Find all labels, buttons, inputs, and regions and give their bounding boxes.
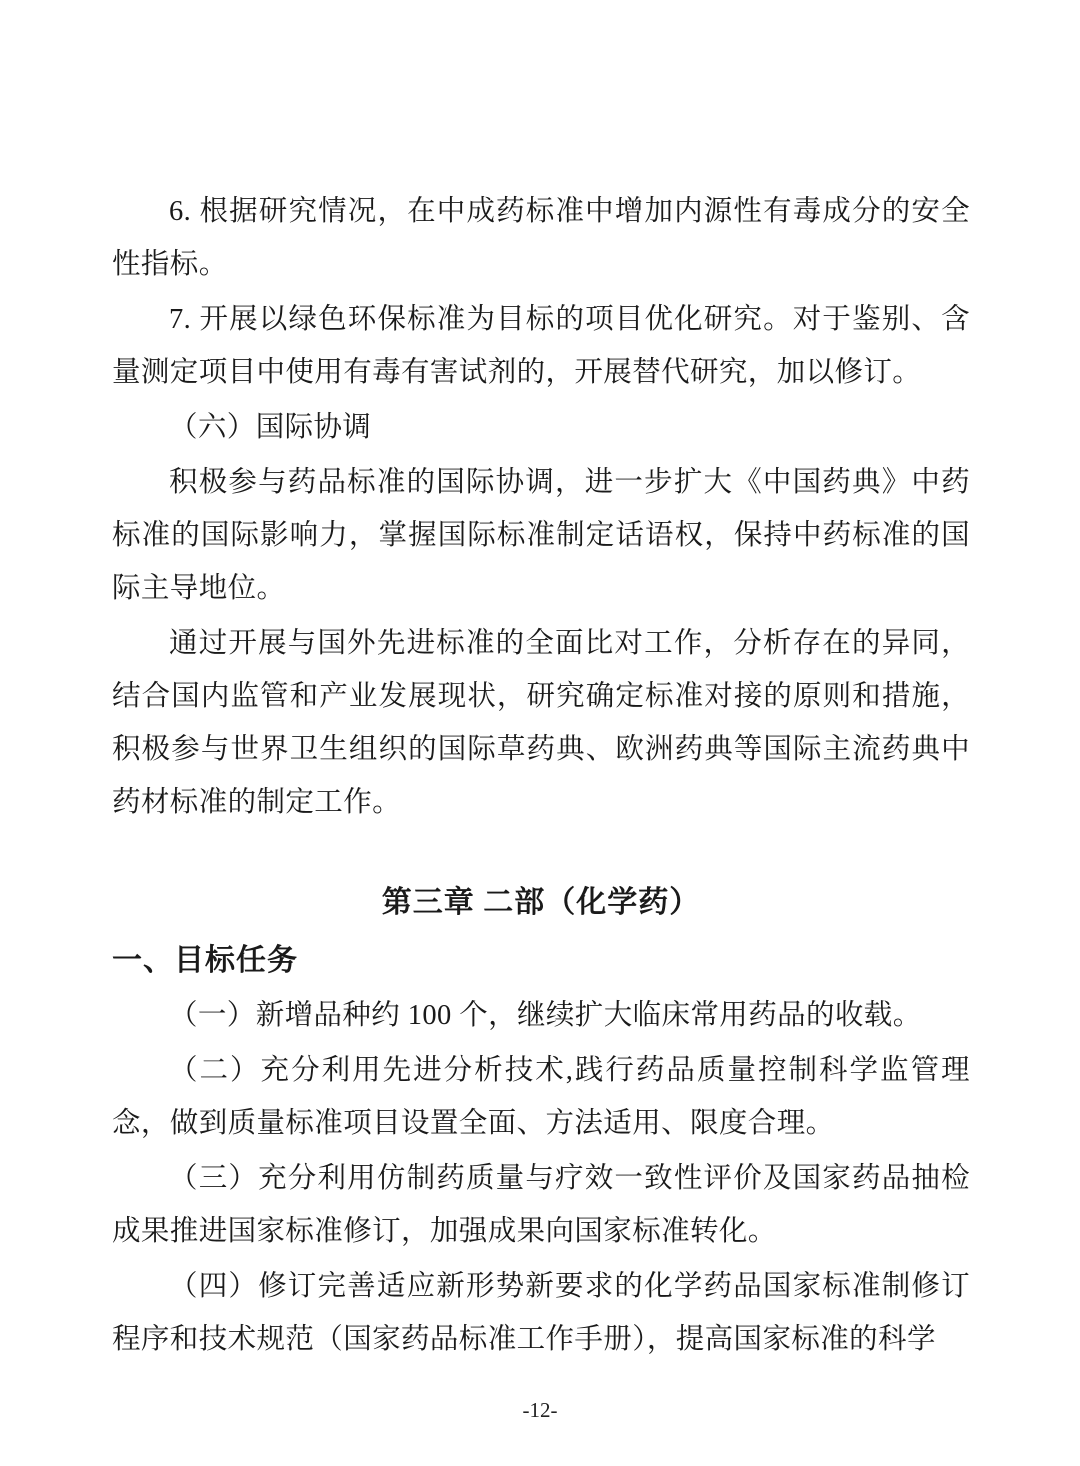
chapter-heading: 第三章 二部（化学药） [381,886,701,919]
paragraph-international-coordination-1: 积极参与药品标准的国际协调，进一步扩大《中国药典》中药标准的国际影响力，掌握国际标准制定话语权，保持中药标准的国际主导地位。 [112,467,970,604]
paragraph-subsection-six-heading: （六）国际协调 [169,412,372,443]
paragraph-item-6: 6. 根据研究情况，在中成药标准中增加内源性有毒成分的安全性指标。 [112,196,970,280]
paragraph-task-one: （一）新增品种约 100 个，继续扩大临床常用药品的收载。 [169,1000,922,1031]
paragraph-item-7: 7. 开展以绿色环保标准为目标的项目优化研究。对于鉴别、含量测定项目中使用有毒有害试剂的，开展替代研究，加以修订。 [112,304,970,388]
section-heading: 一、目标任务 [112,944,298,977]
page-content [112,185,970,1368]
paragraph-task-three: （三）充分利用仿制药质量与疗效一致性评价及国家药品抽检成果推进国家标准修订，加强成果向国家标准转化。 [112,1163,970,1247]
page-number: -12- [522,1398,558,1422]
paragraph-international-coordination-2: 通过开展与国外先进标准的全面比对工作，分析存在的异同，结合国内监管和产业发展现状，研究确定标准对接的原则和措施，积极参与世界卫生组织的国际草药典、欧洲药典等国际主流药典中药材标准的制定工作。 [112,628,970,818]
paragraph-task-four: （四）修订完善适应新形势新要求的化学药品国家标准制修订程序和技术规范（国家药品标准工作手册），提高国家标准的科学 [112,1271,970,1355]
paragraph-task-two: （二）充分利用先进分析技术,践行药品质量控制科学监管理念，做到质量标准项目设置全面、方法适用、限度合理。 [112,1055,970,1139]
